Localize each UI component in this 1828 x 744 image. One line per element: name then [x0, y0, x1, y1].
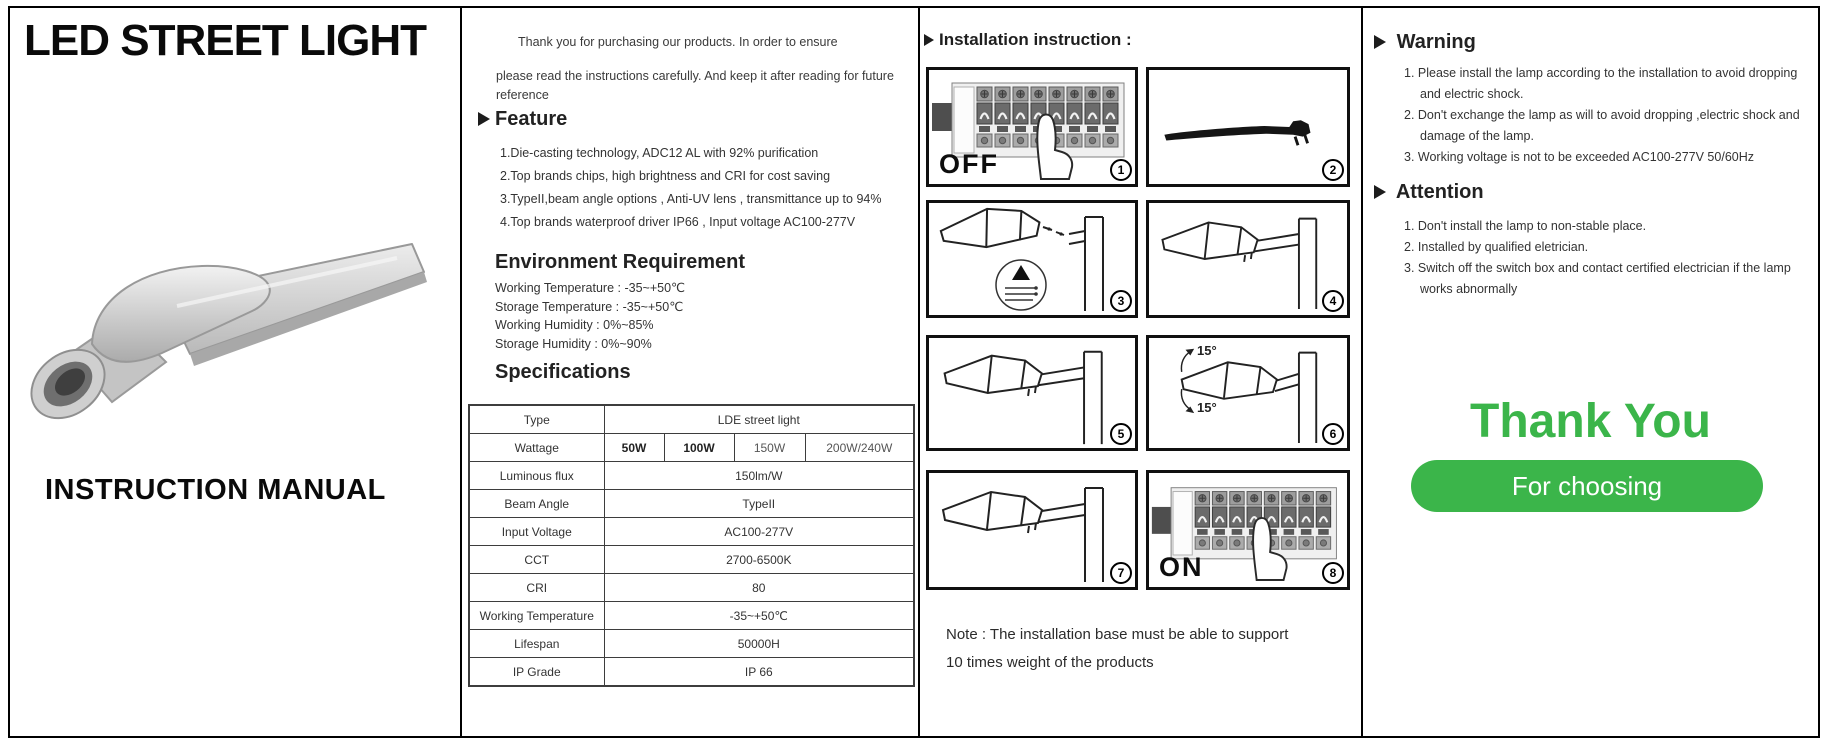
mount-on-pole-illustration [1149, 203, 1347, 315]
warning-heading: Warning [1374, 31, 1476, 54]
install-note-line-2: 10 times weight of the products [946, 654, 1154, 671]
specifications-heading: Specifications [495, 361, 631, 383]
installation-complete-illustration [929, 473, 1135, 587]
breaker-on-label: ON [1159, 552, 1204, 582]
manual-sheet [8, 6, 1820, 738]
spec-label: Luminous flux [469, 462, 604, 490]
spec-label: IP Grade [469, 658, 604, 687]
spec-label: Beam Angle [469, 490, 604, 518]
table-row [469, 630, 914, 658]
feature-item: 2.Top brands chips, high brightness and CRI for cost saving [500, 169, 831, 183]
environment-line: Storage Temperature : -35~+50℃ [495, 299, 684, 314]
environment-heading: Environment Requirement [495, 251, 746, 273]
manual-subtitle: INSTRUCTION MANUAL [45, 474, 386, 506]
step-number: 6 [1322, 423, 1344, 445]
warning-item: 2. Don't exchange the lamp as will to avoid dropping ,electric shock and damage of the lamp. [1404, 108, 1800, 143]
table-row [469, 462, 914, 490]
environment-line: Working Temperature : -35~+50℃ [495, 281, 686, 295]
step-number: 1 [1110, 159, 1132, 181]
install-step-1 [926, 67, 1138, 187]
warning-item: 1. Please install the lamp according to the installation to avoid dropping and electric shock. [1404, 66, 1798, 101]
spec-value: TypeII [604, 490, 914, 518]
wire-connection-illustration [929, 203, 1135, 315]
arrow-bullet-icon [924, 34, 934, 46]
spec-label: Working Temperature [469, 602, 604, 630]
spec-value: 2700-6500K [604, 546, 914, 574]
install-step-8 [1146, 470, 1350, 590]
spec-label: Input Voltage [469, 518, 604, 546]
table-row [469, 434, 914, 462]
install-note-line-1: Note : The installation base must be able to support [946, 626, 1289, 643]
spec-value: 50W [604, 434, 664, 462]
intro-line-2: please read the instructions carefully. And keep it after reading for future reference [496, 69, 894, 102]
feature-item: 3.TypeII,beam angle options , Anti-UV lens , transmittance up to 94% [500, 192, 882, 206]
table-row [469, 546, 914, 574]
installation-heading: Installation instruction : [924, 30, 1132, 50]
breaker-off-label: OFF [939, 149, 999, 179]
spec-label: CCT [469, 546, 604, 574]
table-row [469, 490, 914, 518]
street-light-product-image [12, 148, 452, 448]
spec-value: 150lm/W [604, 462, 914, 490]
arrow-bullet-icon [478, 112, 490, 126]
step-number: 4 [1322, 290, 1344, 312]
spec-value: LDE street light [604, 405, 914, 434]
table-row [469, 405, 914, 434]
arrow-bullet-icon [1374, 35, 1386, 49]
table-row [469, 574, 914, 602]
attention-item: 2. Installed by qualified eletrician. [1404, 240, 1589, 254]
feature-item: 4.Top brands waterproof driver IP66 , Input voltage AC100-277V [500, 215, 856, 229]
spec-label: CRI [469, 574, 604, 602]
thank-you-text: Thank You [1470, 395, 1711, 448]
panel-info [462, 8, 920, 736]
environment-list [495, 280, 685, 354]
tilt-angle-top-label: 15° [1197, 343, 1217, 358]
spec-label: Lifespan [469, 630, 604, 658]
specifications-table [468, 404, 915, 687]
panel-safety [1363, 8, 1818, 736]
attention-item: 1. Don't install the lamp to non-stable place. [1404, 219, 1647, 233]
feature-list [500, 144, 912, 236]
spec-value: 150W [734, 434, 805, 462]
attention-heading: Attention [1374, 181, 1484, 204]
feature-heading: Feature [478, 108, 567, 131]
for-choosing-badge [1411, 460, 1763, 512]
spec-value: 50000H [604, 630, 914, 658]
street-light-silhouette-illustration [1149, 70, 1347, 184]
spec-value: 100W [664, 434, 734, 462]
arrow-bullet-icon [1374, 185, 1386, 199]
tilt-angle-bottom-label: 15° [1197, 400, 1217, 415]
feature-item: 1.Die-casting technology, ADC12 AL with 92% purification [500, 146, 819, 160]
step-number: 3 [1110, 290, 1132, 312]
attention-list [1404, 216, 1810, 300]
install-step-6 [1146, 335, 1350, 451]
for-choosing-label: For choosing [1511, 470, 1663, 501]
environment-line: Working Humidity : 0%~85% [495, 318, 654, 332]
attention-item: 3. Switch off the switch box and contact certified electrician if the lamp works abnormally [1404, 261, 1791, 296]
table-row [469, 658, 914, 687]
spec-value: IP 66 [604, 658, 914, 687]
environment-line: Storage Humidity : 0%~90% [495, 336, 652, 351]
step-number: 5 [1110, 423, 1132, 445]
step-number: 2 [1322, 159, 1344, 181]
panel-cover [10, 8, 462, 736]
light-on-pole-illustration [929, 338, 1135, 448]
spec-value: AC100-277V [604, 518, 914, 546]
page-title: LED STREET LIGHT [24, 16, 426, 65]
step-number: 7 [1110, 562, 1132, 584]
intro-line-1: Thank you for purchasing our products. In order to ensure [518, 35, 838, 49]
warning-item: 3. Working voltage is not to be exceeded AC100-277V 50/60Hz [1404, 150, 1754, 164]
spec-value: -35~+50℃ [604, 602, 914, 630]
panel-installation [920, 8, 1363, 736]
spec-label: Type [469, 405, 604, 434]
warning-list [1404, 63, 1810, 168]
step-number: 8 [1322, 562, 1344, 584]
table-row [469, 518, 914, 546]
install-step-4 [1146, 200, 1350, 318]
install-step-2 [1146, 67, 1350, 187]
install-step-5 [926, 335, 1138, 451]
install-step-3 [926, 200, 1138, 318]
spec-value: 80 [604, 574, 914, 602]
install-step-7 [926, 470, 1138, 590]
spec-value: 200W/240W [805, 434, 914, 462]
tilt-angle-illustration [1149, 338, 1347, 448]
table-row [469, 602, 914, 630]
spec-label: Wattage [469, 434, 604, 462]
